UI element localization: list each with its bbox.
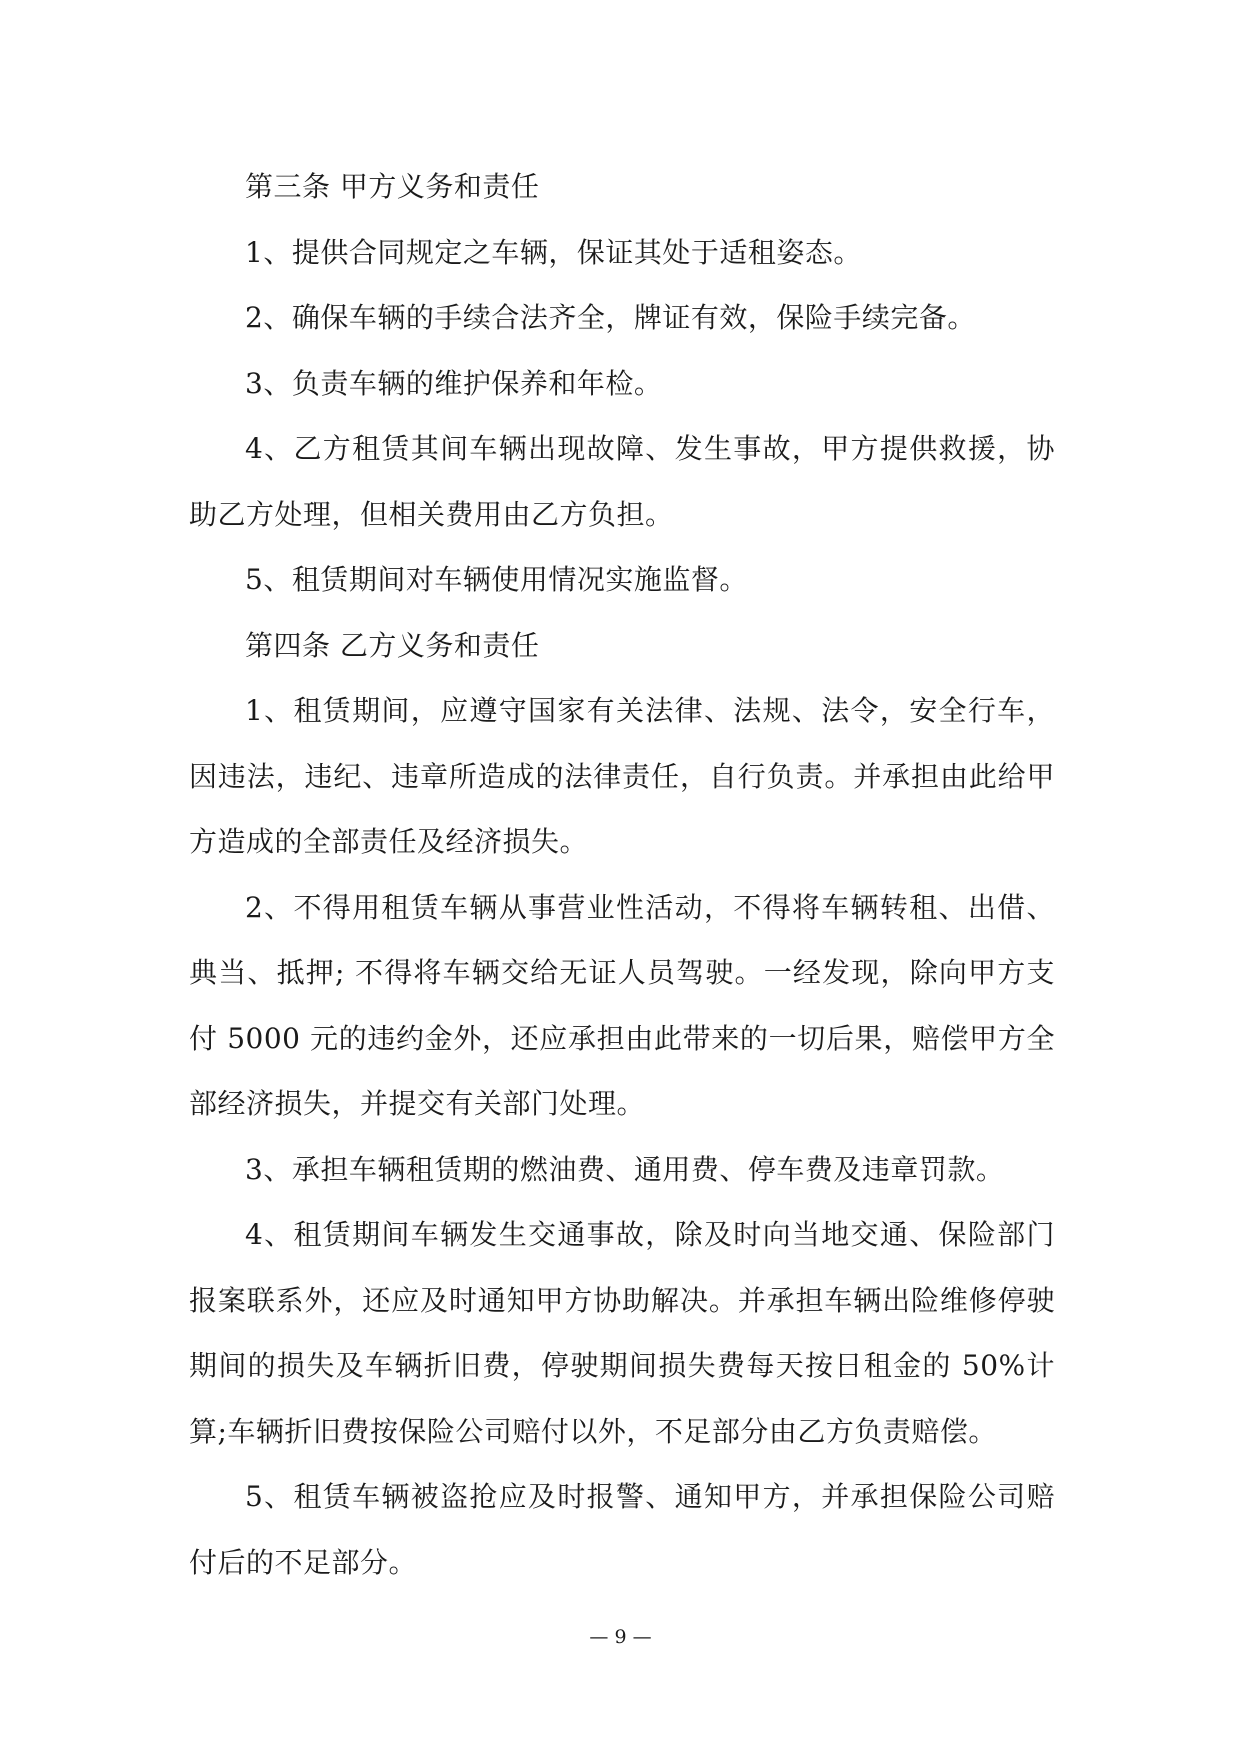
page-number: — 9 — xyxy=(589,1626,652,1648)
article-3-item-1: 1、提供合同规定之车辆，保证其处于适租姿态。 xyxy=(245,235,862,269)
article-3-item-2: 2、确保车辆的手续合法齐全，牌证有效，保险手续完备。 xyxy=(245,301,976,334)
article-3-item-5: 5、租赁期间对车辆使用情况实施监督。 xyxy=(245,563,748,596)
section-heading-article-3: 第三条 甲方义务和责任 xyxy=(245,170,540,203)
article-4-item-4: 4、租赁期间车辆发生交通事故，除及时向当地交通、保险部门报案联系外，还应及时通知甲方协助解决。并承担车辆出险维修停驶期间的损失及车辆折旧费，停驶期间损失费每天按日租金的 50%计算;车辆折旧费按保险公司赔付以外，不足部分由乙方负责赔偿。 xyxy=(189,1218,1055,1448)
article-4-item-2: 2、不得用租赁车辆从事营业性活动，不得将车辆转租、出借、典当、抵押; 不得将车辆交给无证人员驾驶。一经发现，除向甲方支付 5000 元的违约金外，还应承担由此带来的一切后果，赔偿甲方全部经济损失，并提交有关部门处理。 xyxy=(189,890,1055,1120)
document-body xyxy=(189,154,1055,1595)
article-4-item-5: 5、租赁车辆被盗抢应及时报警、通知甲方，并承担保险公司赔付后的不足部分。 xyxy=(189,1480,1055,1579)
article-3-item-4: 4、乙方租赁其间车辆出现故障、发生事故，甲方提供救援，协助乙方处理，但相关费用由乙方负担。 xyxy=(189,432,1055,531)
section-heading-article-4: 第四条 乙方义务和责任 xyxy=(245,628,540,662)
article-3-item-3: 3、负责车辆的维护保养和年检。 xyxy=(245,366,663,400)
article-4-item-1: 1、租赁期间，应遵守国家有关法律、法规、法令，安全行车，因违法，违纪、违章所造成的法律责任，自行负责。并承担由此给甲方造成的全部责任及经济损失。 xyxy=(189,694,1055,858)
article-4-item-3: 3、承担车辆租赁期的燃油费、通用费、停车费及违章罚款。 xyxy=(245,1152,1005,1186)
